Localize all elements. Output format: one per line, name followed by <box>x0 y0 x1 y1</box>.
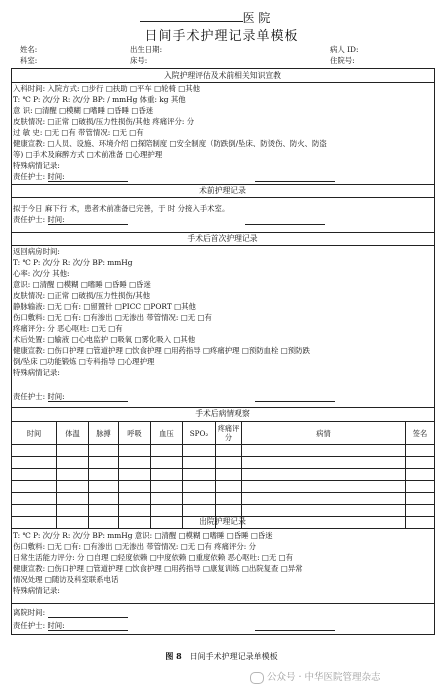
section-divider <box>11 603 434 604</box>
col-temperature: 体温 <box>57 422 89 445</box>
postop-line: 术后处置: □输液 □心电监护 □吸氧 □雾化吸入 □其他 <box>13 335 196 344</box>
table-row <box>12 505 435 517</box>
figure-number: 图 8 <box>165 651 182 661</box>
discharge-line: 伤口敷料: □无 □有: □有渗出 □无渗出 带管情况: □无 □有 疼痛评分: 分 <box>13 542 256 551</box>
section-admission-title: 入院护理评估及术前相关知识宣教 <box>164 71 281 80</box>
postop-line: 伤口敷料: □无 □有: □有渗出 □无渗出 带管情况: □无 □有 <box>13 313 212 322</box>
discharge-line: 健康宣教: □伤口护理 □管道护理 □饮食护理 □用药指导 □康复训练 □出院复查 □异常 <box>13 564 303 573</box>
admission-line: 健康宣教: □人员、设施、环境介绍 □探陪制度 □安全制度（防跌倒/坠床、防烫伤、防火、防盗 <box>13 139 327 148</box>
signature-underline <box>48 630 128 631</box>
admission-line: 过 敏 史: □无 □有 带管情况: □无 □有 <box>13 128 144 137</box>
birthdate-label: 出生日期: <box>130 45 163 54</box>
form-top-border <box>11 68 434 69</box>
col-condition: 病情 <box>242 422 406 445</box>
form-left-border <box>11 68 12 634</box>
table-row <box>12 493 435 505</box>
discharge-nurse-label: 责任护士: 时间: <box>13 621 65 630</box>
time-underline <box>255 401 335 402</box>
preop-line: 拟于今日 麻下行 术，患者术前准备已完善，于 时 分接入手术室。 <box>13 204 230 213</box>
time-underline <box>255 630 335 631</box>
department-label: 科室: <box>20 56 38 65</box>
signature-underline <box>48 401 128 402</box>
hospital-label: 医 院 <box>242 11 271 25</box>
wechat-icon <box>250 672 264 684</box>
watermark <box>250 669 381 684</box>
col-signature: 签名 <box>406 422 435 445</box>
preop-line: 责任护士: 时间: <box>13 215 65 224</box>
signature-underline <box>48 224 128 225</box>
postop-line: T: ℃ P: 次/分 R: 次/分 BP: mmHg <box>13 258 133 267</box>
col-time: 时间 <box>12 422 57 445</box>
table-row <box>12 481 435 493</box>
postop-line: 意识: □清醒 □模糊 □嗜睡 □昏睡 □昏迷 <box>13 280 151 289</box>
form-bottom-border <box>11 634 435 635</box>
discharge-line: 日常生活能力评分: 分 □自理 □轻度依赖 □中度依赖 □重度依赖 恶心呕吐: □无 □有 <box>13 553 294 562</box>
signature-underline <box>48 181 128 182</box>
section-preop-title: 术前护理记录 <box>199 186 246 195</box>
section-divider <box>11 528 434 529</box>
discharge-line: T: ℃ P: 次/分 R: 次/分 BP: mmHg 意识: □清醒 □模糊 □嗜睡 □昏睡 □昏迷 <box>13 531 273 540</box>
admission-line: 责任护士: 时间: <box>13 172 65 181</box>
table-row <box>12 469 435 481</box>
postop-line: 静脉输液: □无 □有: □留置针 □PICC □PORT □其他 <box>13 302 196 311</box>
discharge-time-underline <box>48 617 128 618</box>
col-pain-score: 疼痛评分 <box>216 422 242 445</box>
section-divider <box>11 197 434 198</box>
time-underline <box>245 224 325 225</box>
discharge-time-label: 离院时间: <box>13 608 46 617</box>
table-row <box>12 457 435 469</box>
postop-line: 特殊病情记录: <box>13 368 60 377</box>
postop-line: 心率: 次/分 其他: <box>13 269 70 278</box>
postop-line: 健康宣教: □伤口护理 □管道护理 □饮食护理 □用药指导 □疼痛护理 □预防血栓 □预防跌 <box>13 346 310 355</box>
discharge-line: 情况处理 □随访及科室联系电话 <box>13 575 119 584</box>
patient-id-label: 病人 ID: <box>330 45 359 54</box>
col-pulse: 脉搏 <box>89 422 119 445</box>
col-blood-pressure: 血压 <box>151 422 183 445</box>
admission-line: 等) □手术及麻醉方式 □术前准备 □心理护理 <box>13 150 163 159</box>
watermark-text: 公众号 · 中华医院管理杂志 <box>267 672 381 683</box>
postop-line: 返回病房时间: <box>13 247 60 256</box>
bed-number-label: 床号: <box>130 56 148 65</box>
postop-line: 皮肤情况: □正常 □破损/压力性损伤/其他 <box>13 291 150 300</box>
discharge-line: 特殊病情记录: <box>13 586 60 595</box>
observation-table <box>11 421 435 529</box>
table-header-row <box>12 422 435 445</box>
page-title: 日间手术护理记录单模板 <box>144 29 299 44</box>
admission-line: 特殊病情记录: <box>13 161 60 170</box>
figure-caption <box>0 651 443 662</box>
patient-name-label: 姓名: <box>20 45 38 54</box>
admission-line: 皮肤情况: □正常 □破损/压力性损伤/其他 疼痛评分: 分 <box>13 117 195 126</box>
section-postop-title: 手术后首次护理记录 <box>187 234 258 243</box>
postop-line: 责任护士: 时间: <box>13 392 65 401</box>
figure-caption-text: 日间手术护理记录单模板 <box>189 652 278 661</box>
section-discharge-title: 出院护理记录 <box>199 517 246 526</box>
postop-line: 倒/坠床 □功能锻炼 □专科指导 □心理护理 <box>13 357 155 366</box>
form-right-border <box>434 68 435 634</box>
section-divider <box>11 245 434 246</box>
inpatient-number-label: 住院号: <box>330 56 355 65</box>
postop-line: 疼痛评分: 分 恶心呕吐: □无 □有 <box>13 324 123 333</box>
col-spo2: SPO₂ <box>183 422 216 445</box>
admission-line: 入科时间: 入院方式: □步行 □扶助 □平车 □轮椅 □其他 <box>13 84 201 93</box>
time-underline <box>255 181 335 182</box>
admission-line: 意 识: □清醒 □模糊 □嗜睡 □昏睡 □昏迷 <box>13 106 154 115</box>
table-row <box>12 445 435 457</box>
admission-line: T: ℃ P: 次/分 R: 次/分 BP: / mmHg 体重: kg 其他 <box>13 95 186 104</box>
section-divider <box>11 82 434 83</box>
col-respiration: 呼吸 <box>119 422 151 445</box>
section-observation-title: 手术后病情观察 <box>195 409 250 418</box>
